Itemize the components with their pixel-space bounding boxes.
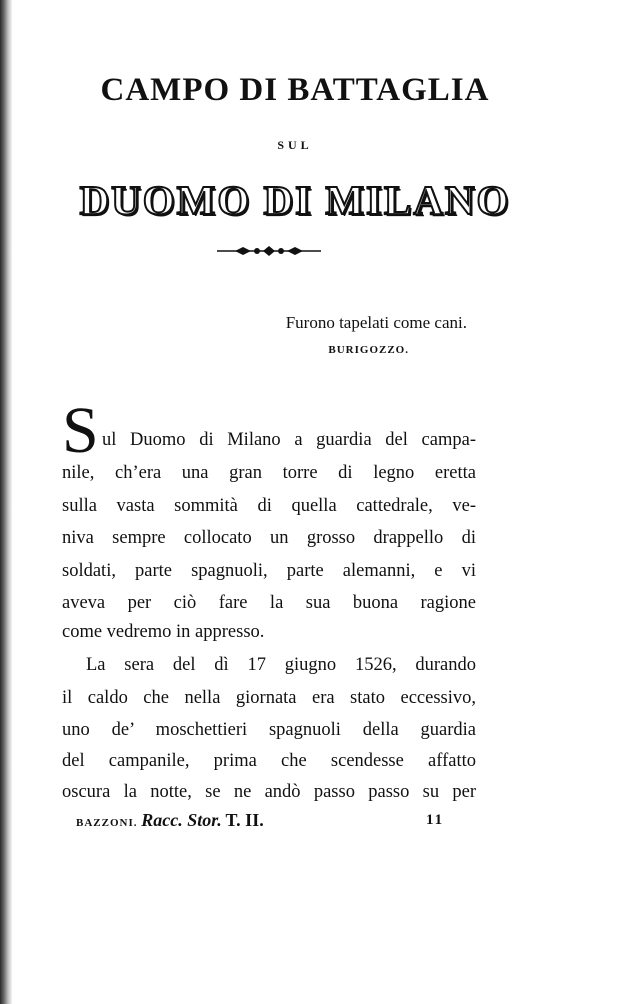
text-line: nile, ch’era una gran torre di legno eretta (62, 463, 476, 483)
chapter-title: CAMPO DI BATTAGLIA (100, 72, 490, 108)
text-line: soldati, parte spagnuoli, parte alemanni, e vi (62, 561, 476, 581)
book-page (12, 0, 632, 1004)
drop-cap: S (62, 394, 99, 467)
text-line: niva sempre collocato un grosso drappello di (62, 528, 476, 548)
epigraph-author: BURIGOZZO. (328, 344, 409, 356)
text-line: sulla vasta sommità di quella cattedrale, ve- (62, 496, 476, 516)
text-line: del campanile, prima che scendesse affatto (62, 751, 476, 771)
text-line: La sera del dì 17 giugno 1526, durando (86, 655, 476, 675)
text-line: il caldo che nella giornata era stato eccessivo, (62, 688, 476, 708)
text-line: come vedremo in appresso. (62, 622, 265, 642)
text-line: uno de’ moschettieri spagnuoli della guardia (62, 720, 476, 740)
signature-mark: 11 (426, 812, 445, 828)
text-line: aveva per ciò fare la sua buona ragione (62, 593, 476, 613)
footer-work-title: Racc. Stor. (141, 810, 222, 830)
ornament-divider-icon (217, 244, 321, 258)
book-spine-shadow (0, 0, 12, 1004)
chapter-subtitle: DUOMO DI MILANO (79, 177, 511, 223)
footer-signature (76, 810, 264, 831)
epigraph-quote: Furono tapelati come cani. (285, 313, 467, 332)
text-line: ul Duomo di Milano a guardia del campa- (102, 430, 476, 450)
footer-author: BAZZONI. (76, 817, 138, 829)
chapter-title-preposition: SUL (277, 138, 313, 152)
footer-volume: T. II. (225, 810, 264, 830)
text-line: oscura la notte, se ne andò passo passo su per (62, 782, 476, 802)
